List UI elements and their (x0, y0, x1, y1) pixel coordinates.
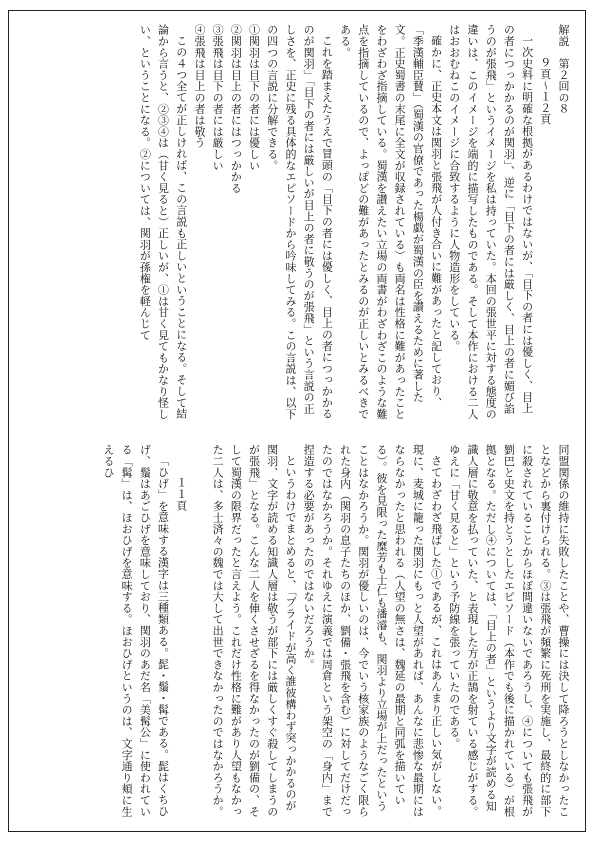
paragraph: これを踏まえたうえで冒頭の「目下の者には優しく、目上の者につっかかるのが関羽」「目下の者には厳しいが目上の者に敬うのが張飛」という言説の正しさを、正史に残る具体的なエピソードから吟味してみる。この言説は、以下の四つの言説に分解できる。 (265, 24, 334, 420)
paragraph: 「ひげ」を意味する漢字は三種類ある。髭・鬚・髯である。髭はくちひげ、鬚はあごひげを意味しており、関羽のあだ名「美髯公」に使われている「髯」は、ほおひげを意味する。ほおひげというのは、文字通り頬に生えるひ (101, 444, 170, 817)
list-item: ③張飛は目下の者には厳しい (211, 24, 225, 171)
paragraph: ９頁〜１２頁 (538, 57, 552, 125)
paragraph: というわけでまとめると、「プライドが高く誰彼構わず突っかかるのが関羽、文字が読める知識人層は敬うが部下には厳しくすぐ殺してしまうのが張飛」となる。こんな二人を俥くさせざるを得なかったのが劉備の、そして蜀漢の限界だったと言えよう。これだけ性格に難があり人望もなかった二人は、多士済々の魏では大して出世できなかったのではなかろうか。 (211, 444, 297, 817)
list-item: ④張飛は目上の者は敬う (192, 24, 206, 149)
section-heading: １１頁 (174, 477, 188, 511)
paragraph: さてわざわざ飛ばした①であるが、これはあんまり正しい気がしない。現に、麦城に籠った関羽にもっと人望があれば、あんなに悲惨な最期にはならなかったと思われる（人望の無さは、魏延の最期と同弧を描いている）。彼を見限った糜芳も士仁も潘濬も、関羽より立場が上だったということはなかろうか。関羽が優しいのは、今でいう核家族のようなごく限られた身内（関羽の息子たちのほか、劉備・張飛を含む）に対してだけだったのではなかろうか。それゆえに演義では周倉という架空の「身内」まで捏造する必要があったのではないだろうか。 (302, 444, 443, 817)
paragraph: 同盟関係の維持に失敗したことや、曹操には決して降ろうとしなかったことなどから裏付けられる。③は張飛が頻繁に死刑を実施し、最終的に部下に殺されていることからほぼ間違いないであろうし、④についても張飛が劉巴と史文を持とうとしたエピソード（本作でも後に描かれている）が根拠となる。ただし④については、「目上の者」というより文字が読める知識人層に敬意を払っていた、と表現した方が正鵠を射ている感じがする。ゆえに「甘く見ると」という予防線を張っていたのである。 (447, 444, 570, 817)
spacer (190, 444, 208, 822)
paragraph: この４つ全てが正しければ、この言説も正しいということになる。そして結論から言うと、②③④は（甘く見ると）正しいが、①は甘く見てもかなり怪しい、ということになる。②については、関羽が孫権を軽んじて (138, 24, 188, 420)
paragraph: 一次史料に明確な根拠があるわけではないが、「目下の者には優しく、目上の者につっかかるのが関羽」、逆に「目下の者には厳しく、目上の者に媚び諂うのが張飛」というイメージを私は持っていた。本回の張世平に対する態度の違いは、このイメージを端的に描写したものである。そして本作における二人はおおむねこのイメージに合致するように人物造形をしている。 (447, 24, 534, 420)
lower-text-block (24, 444, 572, 822)
page-header: 解説 第２回の８ (557, 24, 570, 115)
upper-text-block (24, 24, 572, 422)
list-item: ②関羽は目上の者にはつっかかる (229, 24, 243, 194)
paragraph: 確かに、正史本文は関羽と張飛が人付き合いに難があったと記しており、「季漢輔臣賛」（蜀漢の官僚であった楊戯が蜀漢の臣を讃えるために著した文。正史蜀書の末尾に全文が収録されている）も両名は性格に難があったことをわざわざ指摘している。蜀漢を讃えたい立場の両書がわざわざこのような難点を指摘しているので、よっぽどの難があったとみるのが正しいとみるべきである。 (338, 24, 443, 420)
list-item: ①関羽は目下の者には優しい (247, 24, 261, 171)
